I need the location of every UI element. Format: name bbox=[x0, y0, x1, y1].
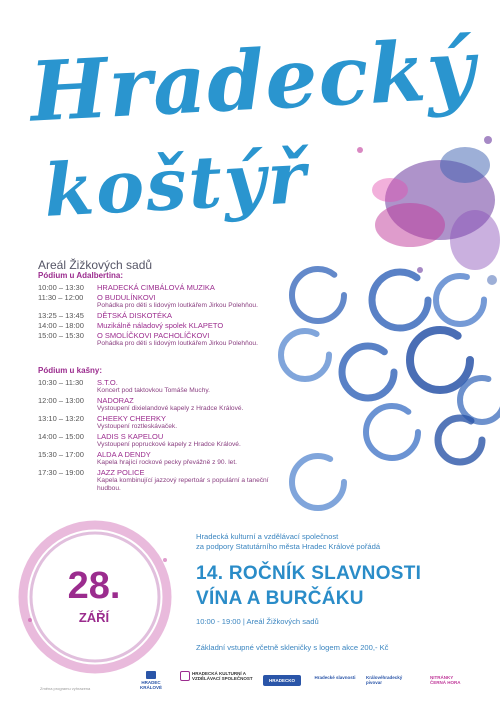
title-line2: koštýř bbox=[41, 134, 310, 233]
program-row: 13:25 – 13:45 DĚTSKÁ DISKOTÉKA bbox=[38, 311, 173, 320]
logo-hradec-kralove: HRADEC KRÁLOVÉ bbox=[130, 671, 172, 690]
hkvs-emblem-icon bbox=[180, 671, 190, 681]
program-kasna bbox=[38, 378, 298, 494]
title-line1: Hradecký bbox=[27, 21, 478, 141]
program-adalbertina bbox=[38, 283, 298, 349]
footnote: Změna programu vyhrazena bbox=[40, 686, 91, 691]
paint-splash bbox=[357, 136, 500, 285]
logo-pivovar: Královéhradecký pivovar bbox=[366, 675, 403, 685]
program-row: 10:00 – 13:30 HRADECKÁ CIMBÁLOVÁ MUZIKA bbox=[38, 283, 215, 292]
venue: Areál Žižkových sadů bbox=[38, 258, 153, 272]
headline: 14. ROČNÍK SLAVNOSTI VÍNA A BURČÁKU bbox=[196, 563, 422, 609]
program-row: 14:00 – 15:00 LADIS S KAPELOU Vystoupení popruckové kapely z Hradce Králové. bbox=[38, 432, 241, 448]
time-place: 10:00 - 19:00 | Areál Žižkových sadů bbox=[196, 617, 319, 626]
section-heading-kasna: Pódium u kašny: bbox=[38, 366, 103, 375]
program-row: 15:30 – 17:00 ALDA A DENDY Kapela hrající rockové pecky převážně z 90. let. bbox=[38, 450, 238, 466]
program-row: 15:00 – 15:30 O SMOLÍČKOVI PACHOLÍČKOVI Pohádka pro děti s lidovým loutkářem Jirkou Polehňou. bbox=[38, 331, 258, 347]
section-heading-adalbertina: Pódium u Adalbertina: bbox=[38, 271, 124, 280]
program-row: 11:30 – 12:00 O BUDULÍNKOVI Pohádka pro děti s lidovým loutkářem Jirkou Polehňou. bbox=[38, 293, 258, 309]
logo-hradecko: HRADECKO bbox=[263, 675, 301, 686]
program-row: 13:10 – 13:20 CHEEKY CHEERKY Vystoupení roztleskávaček. bbox=[38, 414, 178, 430]
program-row: 12:00 – 13:00 NADORAZ Vystoupení dixielandové kapely z Hradce Králové. bbox=[38, 396, 244, 412]
program-row: 10:30 – 11:30 S.T.O. Koncert pod taktovkou Tomáše Muchy. bbox=[38, 378, 211, 394]
logo-hradecke-slavnosti: Hradecké slavnosti bbox=[314, 675, 356, 680]
logo-nitranky: NITRÁNKY ČERNÁ HORA bbox=[430, 675, 461, 685]
program-row: 14:00 – 18:00 Muzikálně náladový spolek KLAPETO bbox=[38, 321, 224, 330]
date-month: ZÁŘÍ bbox=[78, 610, 110, 625]
wine-rings bbox=[281, 269, 500, 508]
date-day: 28. bbox=[67, 565, 121, 607]
logo-hkvs: HRADECKÁ KULTURNÍ A VZDĚLÁVACÍ SPOLEČNOST bbox=[180, 671, 256, 681]
city-emblem-icon bbox=[146, 671, 156, 679]
entry-fee: Základní vstupné včetně skleničky s logem akce 200,- Kč bbox=[196, 643, 389, 652]
program-row: 17:30 – 19:00 JAZZ POLICE Kapela kombinující jazzový repertoár s populární a taneční hudbou. bbox=[38, 468, 269, 492]
organizer: Hradecká kulturní a vzdělávací společnost za podpory Statutárního města Hradec Králové pořádá bbox=[196, 532, 381, 551]
